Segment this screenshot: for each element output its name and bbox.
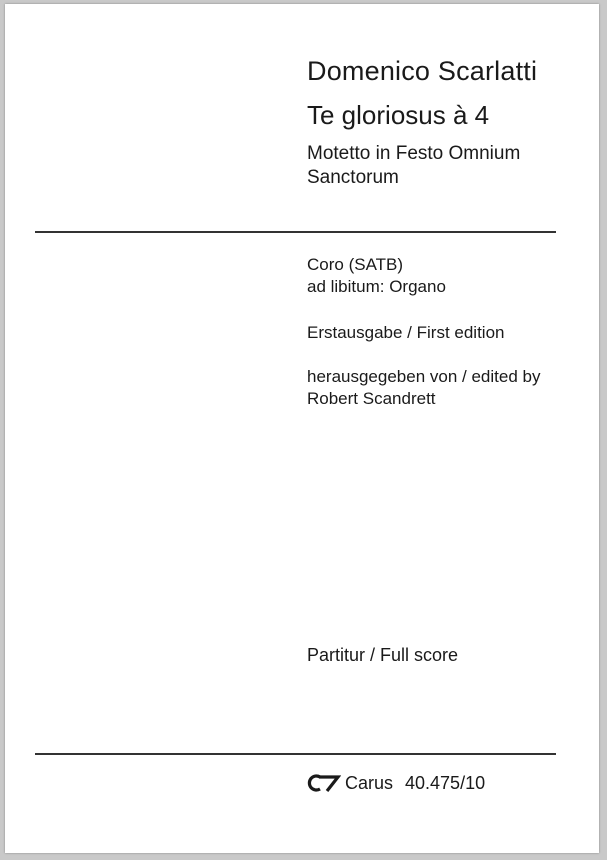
work-title: Te gloriosus à 4 <box>307 100 490 130</box>
subtitle-line: Motetto in Festo Omnium <box>307 143 521 164</box>
editor-credit <box>307 366 540 410</box>
score-type: Partitur / Full score <box>307 645 459 665</box>
bottom-divider <box>35 753 556 755</box>
publisher-block <box>307 770 485 796</box>
work-subtitle <box>307 142 520 190</box>
top-divider <box>35 231 556 233</box>
editor-line: herausgegeben von / edited by <box>307 367 541 386</box>
subtitle-line: Sanctorum <box>307 167 399 188</box>
composer-name: Domenico Scarlatti <box>307 56 538 86</box>
catalog-number: 40.475/10 <box>405 772 486 793</box>
editor-name: Robert Scandrett <box>307 389 436 408</box>
scoring-line: ad libitum: Organo <box>307 277 446 296</box>
publisher-name: Carus <box>345 772 394 793</box>
scoring-line: Coro (SATB) <box>307 255 404 274</box>
edition-note: Erstausgabe / First edition <box>307 323 505 342</box>
carus-logo-icon <box>307 772 341 794</box>
scoring <box>307 254 446 298</box>
score-cover-page <box>5 4 599 853</box>
